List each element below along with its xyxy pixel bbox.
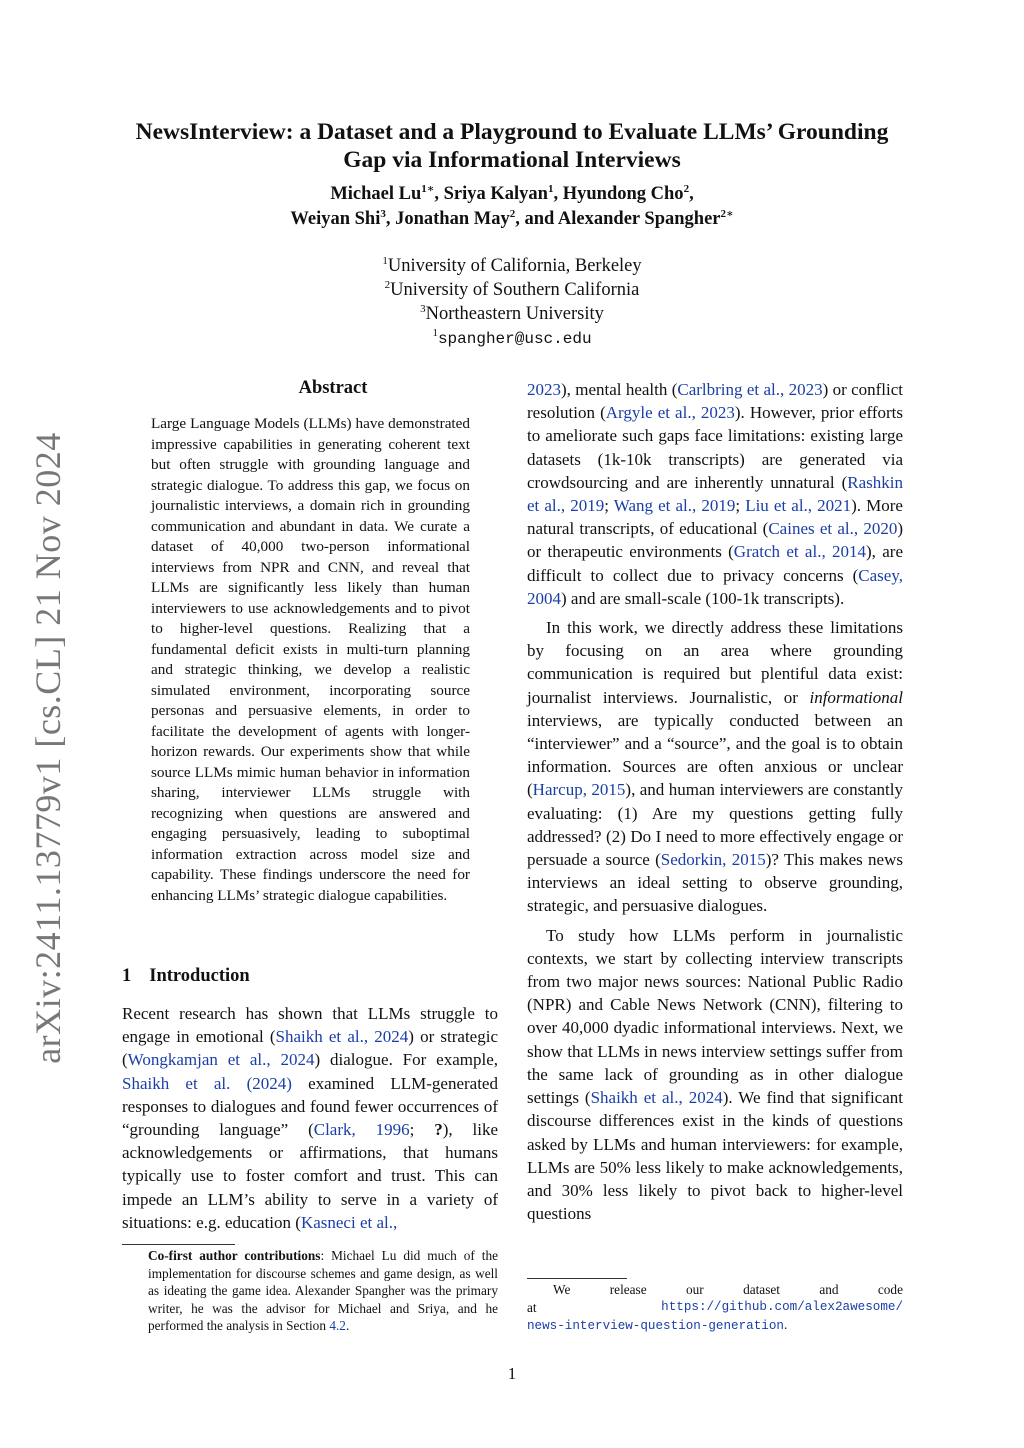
citation-link[interactable]: 4.2	[329, 1318, 346, 1333]
citation-link[interactable]: Gratch et al., 2014	[733, 542, 867, 562]
introduction-body	[122, 1002, 498, 1234]
footnote-at: at	[527, 1299, 537, 1315]
section-heading-introduction	[122, 966, 250, 987]
author-name: Jonathan May	[395, 209, 510, 229]
author-name: Michael Lu	[330, 184, 422, 204]
footnote-text	[122, 1247, 498, 1335]
abstract-body: Large Language Models (LLMs) have demonstrated impressive capabilities in generating coherent text but often struggle with grounding language and strategic dialogue. To address this gap, we focus on journalistic interviews, a domain rich in grounding communication and abundant in data. We curate a dataset of 40,000 two-person informational interviews from NPR and CNN, and reveal that LLMs are significantly less likely than human interviewers to use acknowledgements and to pivot to higher-level questions. Realizing that a fundamental deficit exists in multi-turn planning and strategic thinking, we develop a realistic simulated environment, incorporating source personas and persuasive elements, in order to facilitate the development of agents with longer-horizon rewards. Our experiments show that while source LLMs mimic human behavior in information sharing, interviewer LLMs struggle with recognizing when questions are answered and engaging persuasively, leading to suboptimal information extraction across model size and capability. These findings underscore the need for enhancing LLMs’ strategic dialogue capabilities.	[151, 415, 470, 904]
text-run: ), and human interviewers are constantly evaluating: (1) Are my questions getting fully addressed? (2) Do I need to more effectively engage or persuade a source (	[527, 780, 904, 870]
text-run: ) or therapeutic environments (	[527, 519, 903, 562]
footnote-code-release	[527, 1281, 903, 1336]
footnote-word: dataset	[743, 1282, 780, 1297]
text-run: ). More natural transcripts, of educational (	[527, 496, 903, 539]
affiliation	[100, 302, 924, 326]
footnote-rule	[122, 1244, 235, 1245]
text-run: ) and are small-scale (100-1k transcripts).	[561, 588, 845, 608]
citation-link[interactable]: Harcup, 2015	[532, 780, 626, 800]
author-affiliation-mark: 3	[380, 207, 386, 220]
text-run: : Michael Lu did much of the implementation for discourse schemes and game design, as well as ideating the game idea. Alexander Spangher was the primary writer, he was the advisor for Michael and Sriya, and he performed the analysis in Section	[148, 1248, 498, 1333]
text-run: To study how LLMs perform in journalistic contexts, we start by collecting interview transcripts from two major news sources: National Public Radio (NPR) and Cable News Network (CNN), filtering to over 40,000 dyadic informational interviews. Next, we show that LLMs in news interview settings suffer from the same lack of grounding as in other dialogue settings (	[527, 925, 903, 1108]
intro-paragraph	[122, 1002, 498, 1234]
citation-link[interactable]: Sedorkin, 2015	[660, 850, 766, 870]
affiliations	[100, 254, 924, 351]
author-affiliation-mark: 2∗	[720, 207, 734, 220]
title-line-1: NewsInterview: a Dataset and a Playground to Evaluate LLMs’ Grounding	[135, 119, 889, 145]
affiliation-name: Northeastern University	[425, 304, 604, 324]
citation-link[interactable]: Wang et al., 2019	[613, 496, 736, 516]
author-separator: ,	[385, 209, 396, 229]
citation-link[interactable]: Shaikh et al. (2024)	[122, 1073, 292, 1093]
affiliation-mark: 2	[384, 278, 391, 291]
bold-text: ?	[434, 1120, 443, 1140]
text-run: ;	[604, 496, 614, 516]
citation-link[interactable]: Casey, 2004	[527, 565, 903, 608]
citation-link[interactable]: Carlbring et al., 2023	[677, 380, 823, 399]
footnote-word: We	[553, 1282, 571, 1297]
text-run: Recent research has shown that LLMs struggle to engage in emotional (	[122, 1004, 498, 1047]
citation-link[interactable]: Shaikh et al., 2024	[275, 1027, 409, 1047]
author-affiliation-mark: 1	[547, 182, 554, 195]
author-name: Weiyan Shi	[290, 209, 381, 229]
affiliation	[100, 254, 924, 278]
citation-link[interactable]: Wongkamjan et al., 2024	[127, 1050, 315, 1070]
author-separator: , and	[515, 209, 558, 229]
text-run: ), like acknowledgements or affirmations, that humans typically use to foster comfort and trust. This can impede an LLM’s ability to serve in a variety of situations: e.g. education (	[122, 1120, 498, 1232]
author-name: Sriya Kalyan	[443, 184, 548, 204]
affiliation-name: University of Southern California	[390, 280, 640, 300]
citation-link[interactable]: Shaikh et al., 2024	[590, 1088, 723, 1108]
email-sup: 1	[432, 326, 438, 339]
section-number: 1	[122, 966, 132, 986]
email: spangher@usc.edu	[437, 330, 592, 348]
section-title: Introduction	[149, 966, 250, 986]
text-run: ;	[409, 1120, 435, 1140]
footnote-url-line-2	[527, 1316, 903, 1336]
author-affiliation-mark: 2	[683, 182, 690, 195]
text-run: )? This makes news interviews an ideal setting to observe grounding, strategic, and persuasive dialogues.	[527, 850, 903, 916]
authors-line-1	[100, 182, 924, 207]
paragraph	[527, 616, 903, 918]
text-run: examined LLM-generated responses to dialogues and found fewer occurrences of “grounding language” (	[122, 1073, 498, 1140]
text-run: ) or strategic (	[122, 1027, 498, 1070]
right-column-body	[527, 378, 903, 1225]
authors-line-2	[100, 207, 924, 232]
affiliation-mark: 1	[382, 254, 388, 267]
author-list	[100, 182, 924, 232]
arxiv-id: arXiv:2411.13779v1 [cs.CL] 21 Nov 2024	[28, 432, 68, 1064]
text-run: .	[345, 1318, 350, 1333]
github-link-continued[interactable]: news-interview-question-generation	[527, 1319, 784, 1333]
footnote-word: code	[877, 1282, 903, 1297]
affiliation-name: University of California, Berkeley	[387, 256, 642, 276]
footnote-word: release	[609, 1282, 647, 1297]
contact-email	[100, 326, 924, 351]
text-run: ), are difficult to collect due to privacy concerns (	[527, 542, 903, 585]
author-affiliation-mark: 2	[509, 207, 516, 220]
citation-link[interactable]: Caines et al., 2020	[768, 519, 898, 539]
citation-link[interactable]: 2023	[527, 380, 561, 399]
footnote-word: our	[685, 1282, 704, 1297]
citation-link[interactable]: Argyle et al., 2023	[605, 403, 735, 423]
paragraph	[527, 378, 903, 610]
footnote-release-line	[527, 1281, 903, 1299]
bold-text: Co-first author contributions	[148, 1248, 321, 1263]
author-separator: ,	[553, 184, 563, 204]
abstract-heading: Abstract	[298, 378, 368, 398]
paragraph	[527, 924, 903, 1226]
affiliation-list	[100, 254, 924, 326]
citation-link[interactable]: Rashkin et al., 2019	[527, 472, 903, 516]
citation-link[interactable]: Clark, 1996	[313, 1120, 410, 1140]
author-name: Hyundong Cho	[562, 184, 684, 204]
affiliation-mark: 3	[420, 302, 426, 315]
emphasis: informational	[809, 687, 903, 707]
citation-link[interactable]: Liu et al., 2021	[745, 496, 852, 516]
affiliation	[100, 278, 924, 302]
page-number: 1	[507, 1364, 517, 1383]
arxiv-sidebar-stamp	[22, 432, 74, 1064]
text-run: ), mental health (	[561, 380, 678, 399]
text-run: ) dialogue. For example,	[314, 1050, 498, 1070]
paper-title	[100, 118, 924, 174]
github-link[interactable]: https://github.com/alex2awesome/	[661, 1299, 903, 1314]
footnote-contributions	[122, 1247, 498, 1335]
text-run: interviews, are typically conducted between an “interviewer” and a “source”, and the goal is to obtain information. Sources are often anxious or unclear (	[527, 710, 903, 800]
footnote-end: .	[783, 1317, 788, 1332]
author-affiliation-mark: 1∗	[421, 182, 435, 195]
footnote-url-line	[527, 1299, 903, 1317]
author-separator: ,	[434, 184, 444, 204]
text-run: ). We find that significant discourse differences exist in the kinds of questions asked by LLMs and human interviewers: for example, LLMs are 50% less likely to make acknowledgements, and 30% less likely to pivot back to higher-level questions	[527, 1088, 903, 1224]
footnote-word: and	[819, 1282, 839, 1297]
text-run: ) or conflict resolution (	[527, 380, 903, 423]
text-run: ). However, prior efforts to ameliorate such gaps face limitations: existing large datasets (1k-10k transcripts) are generated via crowdsourcing and are inherently unnatural (	[527, 403, 903, 492]
text-run: ;	[735, 496, 746, 516]
author-name: Alexander Spangher	[557, 209, 721, 229]
footnote-rule	[527, 1278, 627, 1279]
author-separator: ,	[689, 184, 694, 204]
citation-link[interactable]: Kasneci et al.,	[300, 1212, 398, 1232]
text-run: In this work, we directly address these limitations by focusing on an area where grounding communication is required but plentiful data exist: journalist interviews. Journalistic, or	[527, 618, 903, 707]
title-line-2: Gap via Informational Interviews	[343, 147, 681, 173]
